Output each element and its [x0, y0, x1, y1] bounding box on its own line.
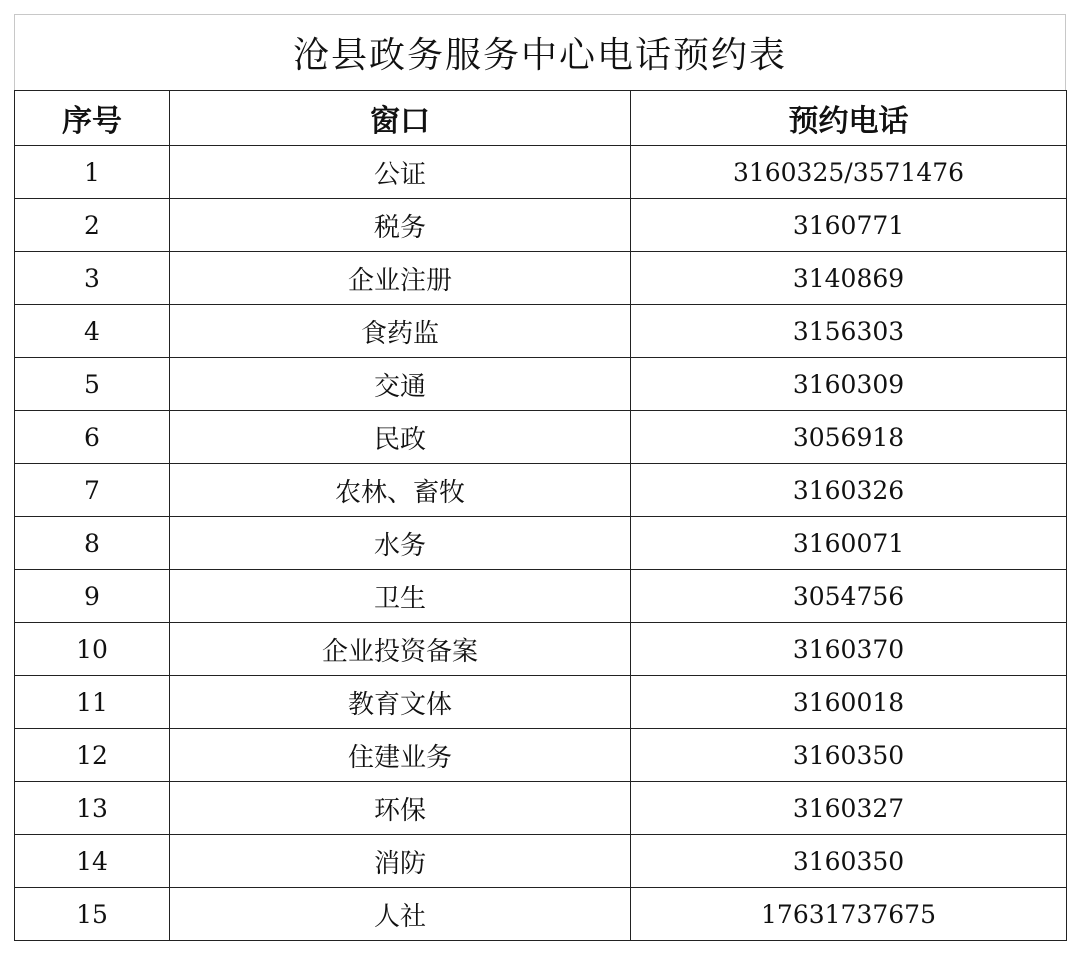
row-phone: 3054756: [631, 570, 1067, 623]
row-serial: 1: [15, 146, 170, 199]
row-serial: 5: [15, 358, 170, 411]
row-serial: 4: [15, 305, 170, 358]
row-serial: 14: [15, 835, 170, 888]
row-window: 民政: [170, 411, 631, 464]
row-serial: 15: [15, 888, 170, 941]
row-window: 人社: [170, 888, 631, 941]
row-serial: 11: [15, 676, 170, 729]
table-row: [15, 199, 1067, 252]
table-row: [15, 782, 1067, 835]
row-window: 食药监: [170, 305, 631, 358]
row-window: 水务: [170, 517, 631, 570]
row-phone: 17631737675: [631, 888, 1067, 941]
header-row: [15, 91, 1067, 146]
row-phone: 3160350: [631, 835, 1067, 888]
table-body: [15, 146, 1067, 941]
row-window: 环保: [170, 782, 631, 835]
header-phone: 预约电话: [631, 91, 1067, 146]
row-phone: 3160309: [631, 358, 1067, 411]
title-box: [14, 14, 1066, 90]
table-row: [15, 623, 1067, 676]
row-window: 企业注册: [170, 252, 631, 305]
row-phone: 3160771: [631, 199, 1067, 252]
header-window: 窗口: [170, 91, 631, 146]
page-title: 沧县政务服务中心电话预约表: [292, 35, 787, 76]
row-phone: 3160071: [631, 517, 1067, 570]
table-row: [15, 305, 1067, 358]
row-phone: 3156303: [631, 305, 1067, 358]
row-serial: 7: [15, 464, 170, 517]
table-row: [15, 835, 1067, 888]
row-phone: 3160370: [631, 623, 1067, 676]
row-serial: 9: [15, 570, 170, 623]
row-phone: 3160350: [631, 729, 1067, 782]
table-row: [15, 252, 1067, 305]
appointment-sheet: [14, 14, 1066, 941]
row-window: 农林、畜牧: [170, 464, 631, 517]
table-row: [15, 358, 1067, 411]
row-phone: 3160325/3571476: [631, 146, 1067, 199]
row-window: 卫生: [170, 570, 631, 623]
table-row: [15, 517, 1067, 570]
table-row: [15, 676, 1067, 729]
row-phone: 3160327: [631, 782, 1067, 835]
row-serial: 3: [15, 252, 170, 305]
row-phone: 3140869: [631, 252, 1067, 305]
row-phone: 3056918: [631, 411, 1067, 464]
row-serial: 12: [15, 729, 170, 782]
table-row: [15, 729, 1067, 782]
row-serial: 13: [15, 782, 170, 835]
row-window: 企业投资备案: [170, 623, 631, 676]
row-phone: 3160326: [631, 464, 1067, 517]
row-window: 教育文体: [170, 676, 631, 729]
row-serial: 8: [15, 517, 170, 570]
row-serial: 6: [15, 411, 170, 464]
row-window: 住建业务: [170, 729, 631, 782]
table-row: [15, 570, 1067, 623]
table-row: [15, 411, 1067, 464]
row-window: 消防: [170, 835, 631, 888]
row-serial: 2: [15, 199, 170, 252]
appointment-table: [14, 90, 1067, 941]
table-row: [15, 888, 1067, 941]
row-window: 公证: [170, 146, 631, 199]
table-row: [15, 464, 1067, 517]
row-phone: 3160018: [631, 676, 1067, 729]
table-row: [15, 146, 1067, 199]
header-serial: 序号: [15, 91, 170, 146]
row-window: 交通: [170, 358, 631, 411]
row-window: 税务: [170, 199, 631, 252]
row-serial: 10: [15, 623, 170, 676]
